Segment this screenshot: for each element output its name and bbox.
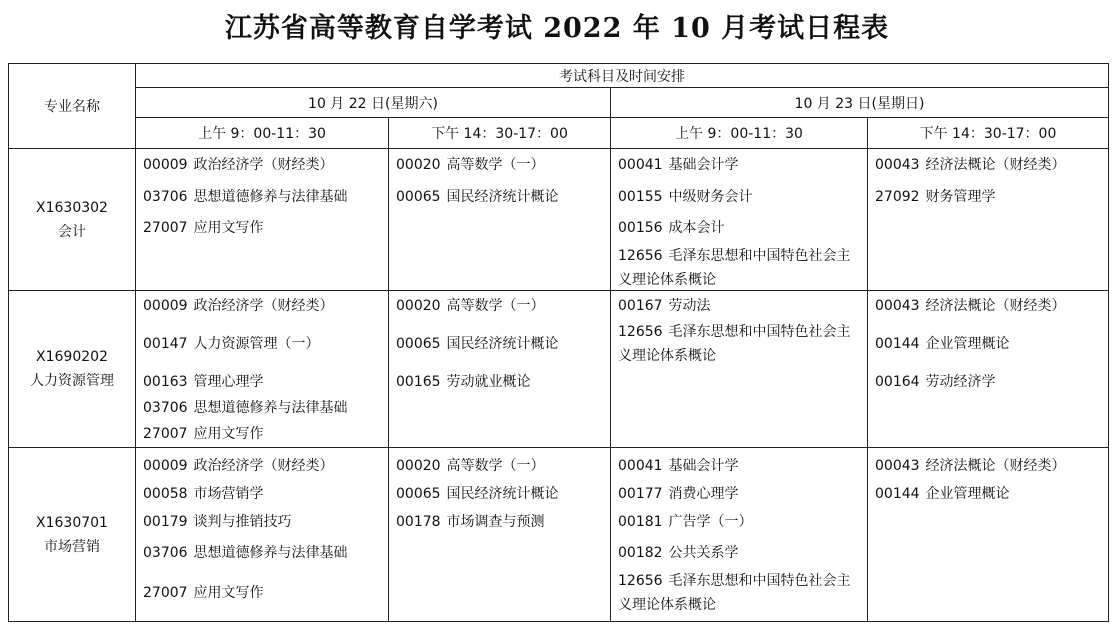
subject-code: 00163 xyxy=(143,374,188,390)
subject-item xyxy=(875,482,1104,506)
subject-item xyxy=(143,332,384,356)
subject-code: 12656 xyxy=(618,248,663,264)
subject-item xyxy=(618,454,863,478)
subject-code: 03706 xyxy=(143,545,188,561)
subject-code: 00156 xyxy=(618,220,663,236)
subject-name: 应用文写作 xyxy=(193,426,264,442)
session-header-2: 下午 14：30-17：00 xyxy=(389,118,611,149)
major-code: X1630302 xyxy=(36,199,108,216)
subject-name: 政治经济学（财经类） xyxy=(193,298,334,314)
subject-code: 00144 xyxy=(875,486,920,502)
session-cell xyxy=(868,448,1109,622)
session-cell xyxy=(611,291,868,448)
subject-item xyxy=(618,153,863,177)
subject-name: 应用文写作 xyxy=(193,585,264,601)
subject-name: 企业管理概论 xyxy=(925,336,1010,352)
subject-item xyxy=(396,482,606,506)
table-row xyxy=(9,448,1109,622)
major-header: 专业名称 xyxy=(9,64,136,149)
subject-name: 劳动经济学 xyxy=(925,374,996,390)
major-name: 市场营销 xyxy=(44,538,100,555)
major-cell xyxy=(9,448,136,622)
subject-code: 00177 xyxy=(618,486,663,502)
arrangement-header: 考试科目及时间安排 xyxy=(136,64,1109,88)
subject-code: 27007 xyxy=(143,220,188,236)
subject-item xyxy=(875,454,1104,478)
subject-item xyxy=(396,294,606,318)
subject-code: 00058 xyxy=(143,486,188,502)
subject-item xyxy=(143,396,384,420)
subject-name: 思想道德修养与法律基础 xyxy=(193,545,348,561)
subject-item xyxy=(396,185,606,209)
subject-name: 基础会计学 xyxy=(668,458,739,474)
subject-item xyxy=(143,422,384,446)
session-header-4: 下午 14：30-17：00 xyxy=(868,118,1109,149)
subject-code: 12656 xyxy=(618,324,663,340)
subject-name: 高等数学（一） xyxy=(446,298,545,314)
subject-name: 国民经济统计概论 xyxy=(446,336,559,352)
subject-name: 劳动法 xyxy=(668,298,711,314)
subject-code: 00181 xyxy=(618,514,663,530)
subject-item xyxy=(143,185,384,209)
subject-name: 广告学（一） xyxy=(668,514,753,530)
session-cell xyxy=(136,448,389,622)
subject-name: 政治经济学（财经类） xyxy=(193,458,334,474)
major-code: X1630701 xyxy=(36,514,108,531)
subject-name: 思想道德修养与法律基础 xyxy=(193,189,348,205)
subject-item xyxy=(618,185,863,209)
subject-item xyxy=(618,541,863,565)
subject-name: 高等数学（一） xyxy=(446,157,545,173)
major-cell xyxy=(9,291,136,448)
subject-name: 毛泽东思想和中国特色社会主义理论体系概论 xyxy=(618,573,851,613)
subject-code: 00009 xyxy=(143,157,188,173)
subject-item xyxy=(143,294,384,318)
subject-name: 中级财务会计 xyxy=(668,189,753,205)
subject-code: 27007 xyxy=(143,585,188,601)
exam-schedule-table xyxy=(8,63,1109,622)
subject-item xyxy=(618,294,863,318)
subject-item xyxy=(618,510,863,534)
subject-item xyxy=(143,454,384,478)
subject-item xyxy=(143,370,384,394)
subject-name: 应用文写作 xyxy=(193,220,264,236)
subject-item xyxy=(875,370,1104,394)
subject-code: 00155 xyxy=(618,189,663,205)
subject-name: 政治经济学（财经类） xyxy=(193,157,334,173)
subject-item xyxy=(143,581,384,605)
subject-name: 国民经济统计概论 xyxy=(446,189,559,205)
subject-code: 12656 xyxy=(618,573,663,589)
major-name: 人力资源管理 xyxy=(30,373,114,389)
subject-name: 毛泽东思想和中国特色社会主义理论体系概论 xyxy=(618,324,851,364)
session-cell xyxy=(868,149,1109,291)
subject-name: 基础会计学 xyxy=(668,157,739,173)
session-cell xyxy=(868,291,1109,448)
table-row xyxy=(9,149,1109,291)
subject-item xyxy=(618,216,863,240)
subject-code: 00178 xyxy=(396,514,441,530)
subject-code: 00020 xyxy=(396,298,441,314)
subject-name: 毛泽东思想和中国特色社会主义理论体系概论 xyxy=(618,248,851,288)
session-cell xyxy=(389,291,611,448)
subject-name: 公共关系学 xyxy=(668,545,739,561)
day-header-1: 10 月 22 日(星期六) xyxy=(136,88,611,118)
header-row-arrangement xyxy=(9,64,1109,88)
subject-name: 思想道德修养与法律基础 xyxy=(193,400,348,416)
session-cell xyxy=(611,149,868,291)
subject-item xyxy=(875,332,1104,356)
subject-code: 03706 xyxy=(143,400,188,416)
subject-item xyxy=(396,454,606,478)
subject-name: 经济法概论（财经类） xyxy=(925,298,1066,314)
subject-item xyxy=(396,153,606,177)
subject-item xyxy=(143,510,384,534)
subject-code: 00164 xyxy=(875,374,920,390)
subject-item xyxy=(143,153,384,177)
table-row xyxy=(9,291,1109,448)
major-cell xyxy=(9,149,136,291)
subject-code: 00144 xyxy=(875,336,920,352)
session-header-3: 上午 9：00-11：30 xyxy=(611,118,868,149)
subject-item xyxy=(396,370,606,394)
subject-code: 00020 xyxy=(396,157,441,173)
subject-code: 00043 xyxy=(875,298,920,314)
session-cell xyxy=(136,291,389,448)
subject-item xyxy=(143,541,384,565)
subject-item xyxy=(618,482,863,506)
subject-code: 03706 xyxy=(143,189,188,205)
page-title: 江苏省高等教育自学考试 2022 年 10 月考试日程表 xyxy=(224,13,890,44)
subject-item xyxy=(143,216,384,240)
subject-code: 00065 xyxy=(396,486,441,502)
major-name: 会计 xyxy=(58,223,86,240)
session-cell xyxy=(389,149,611,291)
subject-item xyxy=(143,482,384,506)
major-code: X1690202 xyxy=(36,349,108,365)
subject-name: 管理心理学 xyxy=(193,374,264,390)
session-header-1: 上午 9：00-11：30 xyxy=(136,118,389,149)
subject-name: 企业管理概论 xyxy=(925,486,1010,502)
subject-code: 00179 xyxy=(143,514,188,530)
subject-item xyxy=(875,294,1104,318)
subject-code: 00182 xyxy=(618,545,663,561)
session-cell xyxy=(611,448,868,622)
subject-code: 00041 xyxy=(618,458,663,474)
subject-item xyxy=(618,569,863,617)
subject-code: 00041 xyxy=(618,157,663,173)
subject-name: 经济法概论（财经类） xyxy=(925,157,1066,173)
subject-code: 00009 xyxy=(143,458,188,474)
subject-name: 国民经济统计概论 xyxy=(446,486,559,502)
subject-code: 00043 xyxy=(875,458,920,474)
subject-code: 27092 xyxy=(875,189,920,205)
subject-item xyxy=(875,185,1104,209)
header-row-days xyxy=(9,88,1109,118)
subject-name: 财务管理学 xyxy=(925,189,996,205)
subject-name: 劳动就业概论 xyxy=(446,374,531,390)
subject-name: 人力资源管理（一） xyxy=(193,336,320,352)
subject-code: 00043 xyxy=(875,157,920,173)
day-header-2: 10 月 23 日(星期日) xyxy=(611,88,1109,118)
subject-name: 市场营销学 xyxy=(193,486,264,502)
subject-code: 27007 xyxy=(143,426,188,442)
subject-code: 00020 xyxy=(396,458,441,474)
subject-item xyxy=(396,510,606,534)
subject-code: 00065 xyxy=(396,189,441,205)
subject-name: 成本会计 xyxy=(668,220,725,236)
subject-code: 00065 xyxy=(396,336,441,352)
subject-name: 消费心理学 xyxy=(668,486,739,502)
subject-code: 00165 xyxy=(396,374,441,390)
subject-item xyxy=(618,320,863,368)
session-cell xyxy=(389,448,611,622)
subject-name: 谈判与推销技巧 xyxy=(193,514,292,530)
subject-item xyxy=(875,153,1104,177)
subject-code: 00147 xyxy=(143,336,188,352)
subject-code: 00167 xyxy=(618,298,663,314)
subject-name: 高等数学（一） xyxy=(446,458,545,474)
session-cell xyxy=(136,149,389,291)
subject-code: 00009 xyxy=(143,298,188,314)
header-row-sessions xyxy=(9,118,1109,149)
subject-item xyxy=(618,244,863,292)
subject-name: 市场调查与预测 xyxy=(446,514,545,530)
subject-item xyxy=(396,332,606,356)
subject-name: 经济法概论（财经类） xyxy=(925,458,1066,474)
